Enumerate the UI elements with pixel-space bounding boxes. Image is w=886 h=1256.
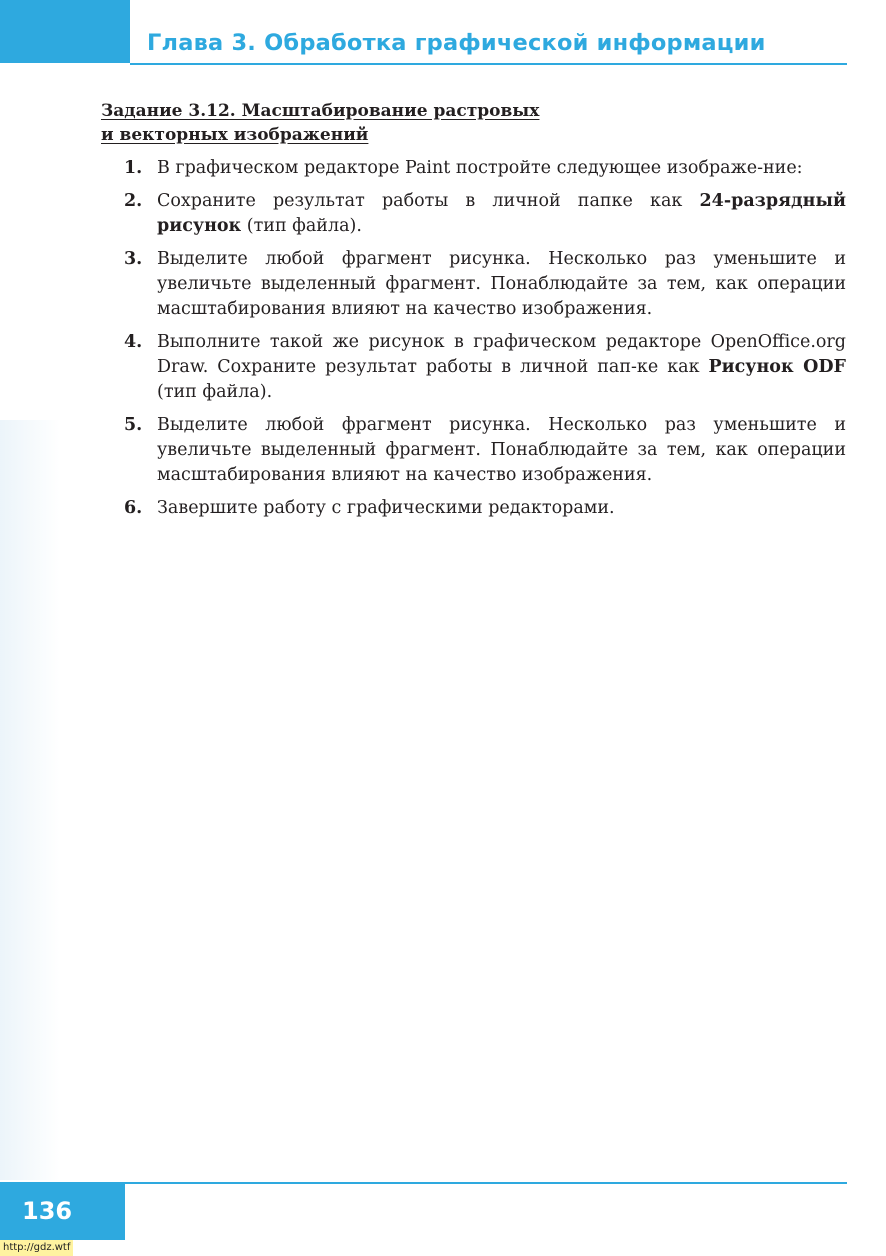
list-item: [124, 189, 846, 239]
list-item: [124, 496, 846, 521]
step-text: [157, 189, 846, 239]
chapter-title: Глава 3. Обработка графической информации: [147, 30, 766, 56]
step-text: Завершите работу с графическими редакторами.: [157, 498, 615, 518]
task-title-line1: Задание 3.12. Масштабирование растровых: [101, 101, 540, 121]
decorative-watercolor-wash: [0, 420, 60, 1180]
page-number: 136: [22, 1197, 73, 1225]
step-text-part: Сохраните результат работы в личной папке как: [157, 191, 700, 211]
step-number: 1.: [124, 158, 143, 178]
step-number: 5.: [124, 415, 143, 435]
task-title: [101, 99, 539, 147]
file-type-bold: 24-разрядный рисунок: [157, 191, 846, 236]
step-number: 6.: [124, 498, 143, 518]
watermark-link[interactable]: http://gdz.wtf: [0, 1240, 73, 1256]
list-item: [124, 330, 846, 405]
step-text: В графическом редакторе Paint постройте следующее изображе-ние:: [157, 158, 803, 178]
task-title-line2: и векторных изображений: [101, 125, 369, 145]
step-text: Выделите любой фрагмент рисунка. Несколько раз уменьшите и увеличьте выделенный фрагмент. Понаблюдайте за тем, как операции масштабирования влияют на качество изображения.: [157, 249, 846, 319]
step-number: 4.: [124, 332, 143, 352]
footer-rule: [125, 1182, 847, 1184]
step-number: 2.: [124, 191, 143, 211]
file-type-bold: Рисунок ODF: [708, 357, 846, 377]
header-color-block: [0, 0, 130, 63]
steps-list: [124, 156, 846, 529]
step-text: [157, 330, 846, 405]
list-item: [124, 247, 846, 322]
list-item: [124, 413, 846, 488]
step-text-part: (тип файла).: [157, 382, 273, 402]
header-rule: [130, 63, 847, 65]
step-text: Выделите любой фрагмент рисунка. Несколько раз уменьшите и увеличьте выделенный фрагмент. Понаблюдайте за тем, как операции масштабирования влияют на качество изображения.: [157, 415, 846, 485]
step-number: 3.: [124, 249, 143, 269]
step-text-part: (тип файла).: [241, 216, 362, 236]
list-item: [124, 156, 846, 181]
step-text-part: Выполните такой же рисунок в графическом редакторе OpenOffice.org Draw. Сохраните результат работы в личной пап-ке как: [157, 332, 846, 377]
